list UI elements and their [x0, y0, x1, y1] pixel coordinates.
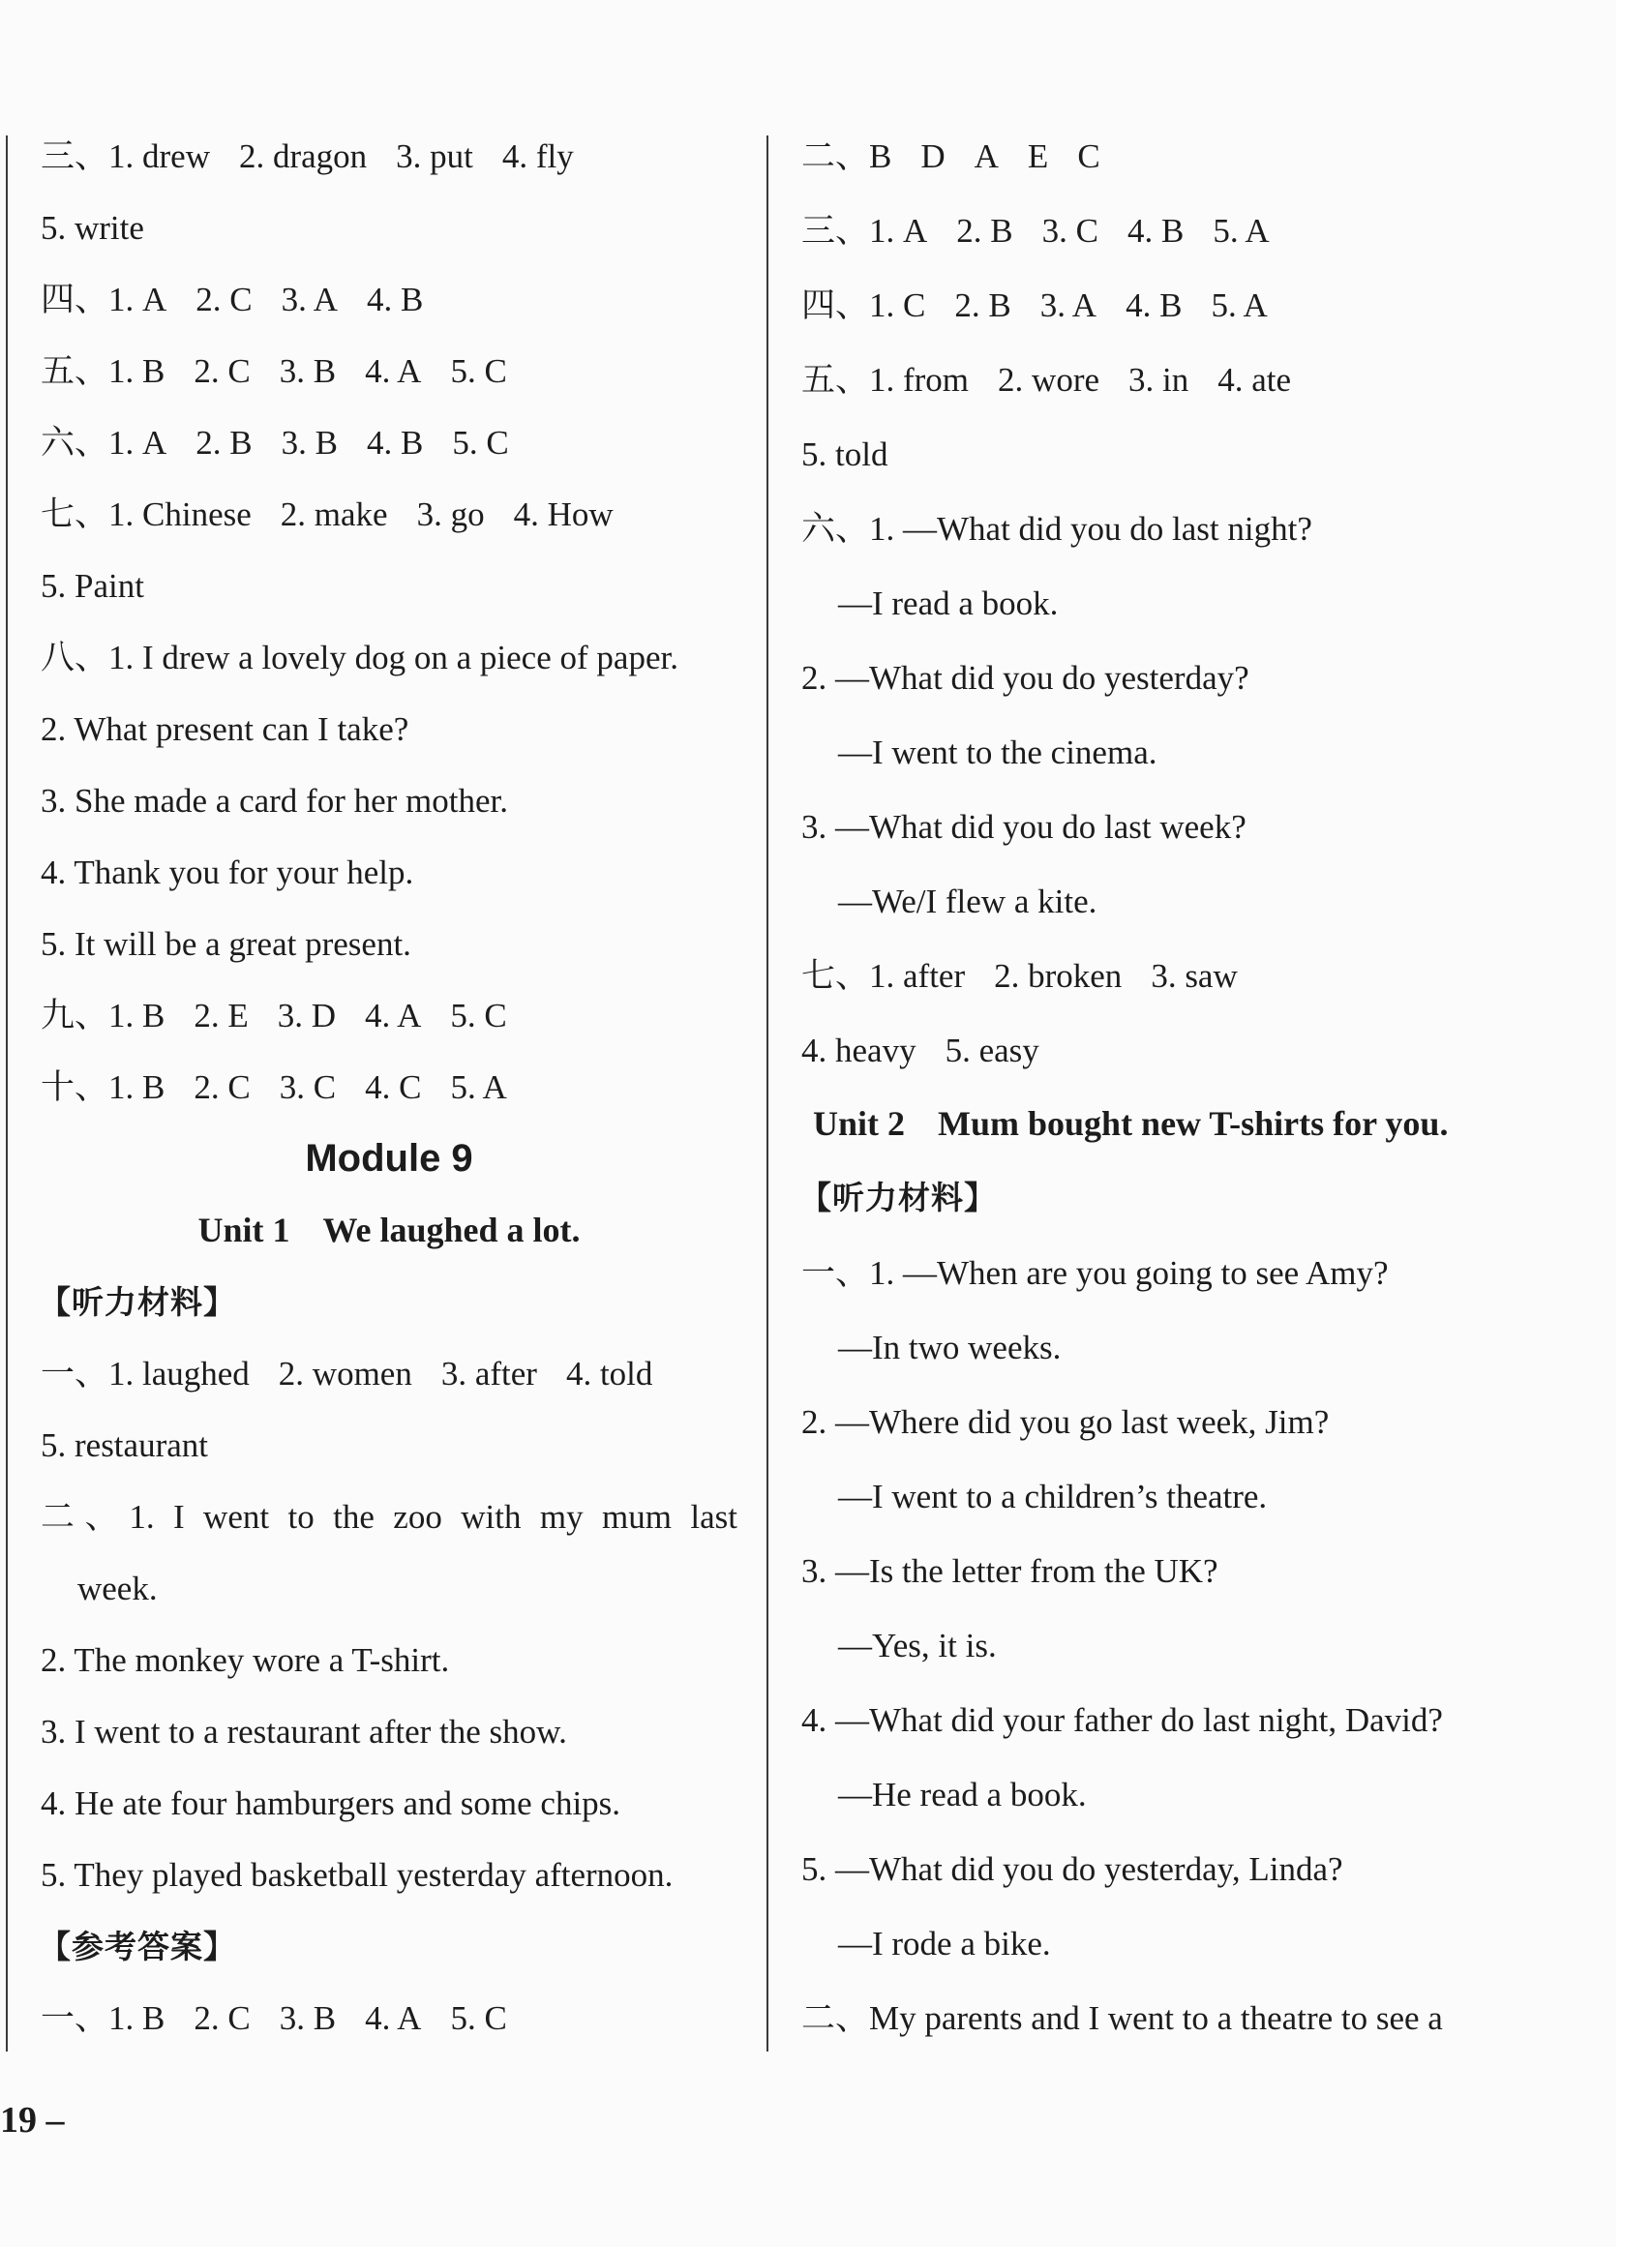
dialogue-line: 4. —What did your father do last night, David? [801, 1701, 1443, 1739]
answer-line: 5. It will be a great present. [41, 925, 411, 963]
answer-item: 3. go [416, 495, 485, 533]
answer-line-si [41, 279, 423, 321]
answer-item: 2. women [278, 1355, 412, 1393]
answer-item: 5. A [1211, 286, 1268, 324]
answer-item: 3. after [440, 1355, 537, 1393]
answer-item: 一、1. B [41, 1999, 165, 2037]
answer-item: 2. B [954, 286, 1011, 324]
answer-item: 4. A [365, 1999, 422, 2037]
answer-item: 3. A [1039, 286, 1097, 324]
dialogue-line: 2. —What did you do yesterday? [801, 659, 1249, 697]
answer-item: 2. E [194, 997, 249, 1034]
dialogue-line: 3. —Is the letter from the UK? [801, 1552, 1218, 1590]
dialogue-line: 3. —What did you do last week? [801, 808, 1247, 846]
answer-item: 六、1. A [41, 424, 167, 462]
answer-item: 3. C [279, 1068, 337, 1106]
answer-line-san [801, 210, 1270, 253]
answer-item: 七、1. after [801, 957, 966, 995]
answer-item: 4. How [513, 495, 614, 533]
dialogue-line: 一、1. —When are you going to see Amy? [801, 1254, 1389, 1292]
answer-item: C [1077, 137, 1100, 175]
answer-line-liu [41, 422, 509, 464]
section-heading: 【听力材料】 [799, 1179, 997, 1216]
answer-item: 4. B [367, 424, 424, 462]
answer-item: 十、1. B [41, 1068, 165, 1106]
dialogue-line: —We/I flew a kite. [838, 883, 1097, 920]
dialogue-line: —In two weeks. [838, 1329, 1062, 1366]
answer-item: 5. C [450, 1999, 507, 2037]
unit-title [813, 1101, 1529, 1146]
answer-line-er [801, 135, 1100, 178]
answer-item: 3. B [279, 352, 337, 390]
answer-item: 4. B [1127, 212, 1185, 250]
answer-line-qi [41, 494, 614, 536]
unit-number: Unit 1 [197, 1211, 290, 1249]
answer-line: 4. He ate four hamburgers and some chips. [41, 1784, 621, 1822]
page-edge [1616, 0, 1652, 2247]
answer-item: 5. C [452, 424, 509, 462]
answer-item: 2. wore [998, 361, 1100, 399]
dialogue-line: 2. —Where did you go last week, Jim? [801, 1403, 1330, 1441]
answer-item: 3. saw [1151, 957, 1238, 995]
answer-item: 四、1. A [41, 281, 167, 318]
dialogue-line: —I went to a children’s theatre. [838, 1478, 1268, 1515]
answer-line-yi [41, 1997, 507, 2040]
dialogue-line: —He read a book. [838, 1776, 1087, 1813]
answer-line: week. [77, 1570, 158, 1607]
answer-item: 5. A [450, 1068, 507, 1106]
answer-line: 4. Thank you for your help. [41, 854, 414, 891]
answer-item: 4. fly [501, 137, 574, 175]
unit-name: Mum bought new T-shirts for you. [938, 1104, 1449, 1143]
answer-line-si [801, 285, 1268, 327]
answer-item: 四、1. C [801, 286, 926, 324]
dialogue-line: —I rode a bike. [838, 1925, 1051, 1962]
answer-item: 4. heavy [801, 1032, 916, 1069]
answer-line-wu [41, 350, 507, 393]
dialogue-line: 六、1. —What did you do last night? [801, 510, 1312, 548]
module-title: Module 9 [305, 1137, 473, 1180]
answer-item: 2. C [194, 1068, 251, 1106]
answer-item: 3. A [281, 281, 338, 318]
answer-item: 一、1. laughed [41, 1355, 250, 1393]
answer-item: 3. B [281, 424, 338, 462]
answer-item: E [1027, 137, 1049, 175]
section-heading: 【参考答案】 [39, 1928, 236, 1965]
answer-item: D [920, 137, 946, 175]
answer-item: A [974, 137, 999, 175]
answer-line [801, 1030, 1039, 1072]
answer-line: 2. What present can I take? [41, 710, 409, 748]
answer-line: 5. They played basketball yesterday afternoon. [41, 1856, 674, 1894]
answer-line-san [41, 135, 574, 178]
answer-line: 二、My parents and I went to a theatre to see a [801, 1999, 1443, 2037]
answer-item: 2. C [194, 352, 251, 390]
answer-item: 七、1. Chinese [41, 495, 252, 533]
answer-item: 2. dragon [238, 137, 368, 175]
answer-item: 3. C [1041, 212, 1098, 250]
dialogue-line: 5. —What did you do yesterday, Linda? [801, 1850, 1343, 1888]
dialogue-line: —I went to the cinema. [838, 734, 1157, 771]
answer-item: 4. told [565, 1355, 653, 1393]
answer-item: 三、1. A [801, 212, 928, 250]
answer-item: 九、1. B [41, 997, 165, 1034]
answer-item: 5. C [450, 352, 507, 390]
answer-line: 2. The monkey wore a T-shirt. [41, 1641, 450, 1679]
answer-item: 4. A [365, 997, 422, 1034]
answer-line: 3. I went to a restaurant after the show. [41, 1713, 567, 1751]
answer-line: 5. restaurant [41, 1426, 208, 1464]
page-number: 19 – [0, 2100, 65, 2141]
dialogue-line: —Yes, it is. [838, 1627, 997, 1664]
column-divider [766, 135, 768, 2052]
answer-item: 4. B [1126, 286, 1183, 324]
answer-item: 2. B [956, 212, 1013, 250]
answer-item: 2. make [280, 495, 388, 533]
dialogue-line: —I read a book. [838, 584, 1059, 622]
answer-line: 八、1. I drew a lovely dog on a piece of paper. [41, 639, 678, 676]
answer-line: 5. write [41, 209, 144, 247]
answer-item: 5. C [450, 997, 507, 1034]
answer-item: 2. C [194, 1999, 251, 2037]
answer-line-jiu [41, 995, 507, 1037]
answer-item: 三、1. drew [41, 137, 210, 175]
answer-item: 五、1. B [41, 352, 165, 390]
unit-name: We laughed a lot. [322, 1211, 581, 1249]
answer-line-shi [41, 1066, 507, 1109]
answer-item: 4. ate [1217, 361, 1292, 399]
answer-line: 二、1. I went to the zoo with my mum last [41, 1498, 737, 1536]
answer-item: 3. in [1128, 361, 1189, 399]
answer-line: 3. She made a card for her mother. [41, 782, 509, 820]
answer-item: 3. B [279, 1999, 337, 2037]
answer-item: 5. easy [945, 1032, 1039, 1069]
unit-title [41, 1208, 737, 1252]
answer-item: 4. B [367, 281, 424, 318]
answer-line-wu [801, 359, 1291, 402]
answer-item: 3. put [396, 137, 473, 175]
answer-line-qi [801, 955, 1238, 998]
answer-item: 2. C [195, 281, 253, 318]
left-rule [6, 135, 8, 2052]
answer-item: 4. A [365, 352, 422, 390]
unit-number: Unit 2 [813, 1104, 906, 1143]
answer-item: 3. D [277, 997, 337, 1034]
answer-item: 4. C [365, 1068, 422, 1106]
answer-item: 2. B [195, 424, 253, 462]
answer-item: 二、B [801, 137, 892, 175]
answer-line: 5. told [801, 435, 888, 473]
answer-item: 五、1. from [801, 361, 970, 399]
answer-line-yi [41, 1353, 652, 1395]
section-heading: 【听力材料】 [39, 1283, 236, 1321]
answer-line: 5. Paint [41, 567, 144, 605]
answer-item: 2. broken [994, 957, 1123, 995]
answer-item: 5. A [1213, 212, 1270, 250]
